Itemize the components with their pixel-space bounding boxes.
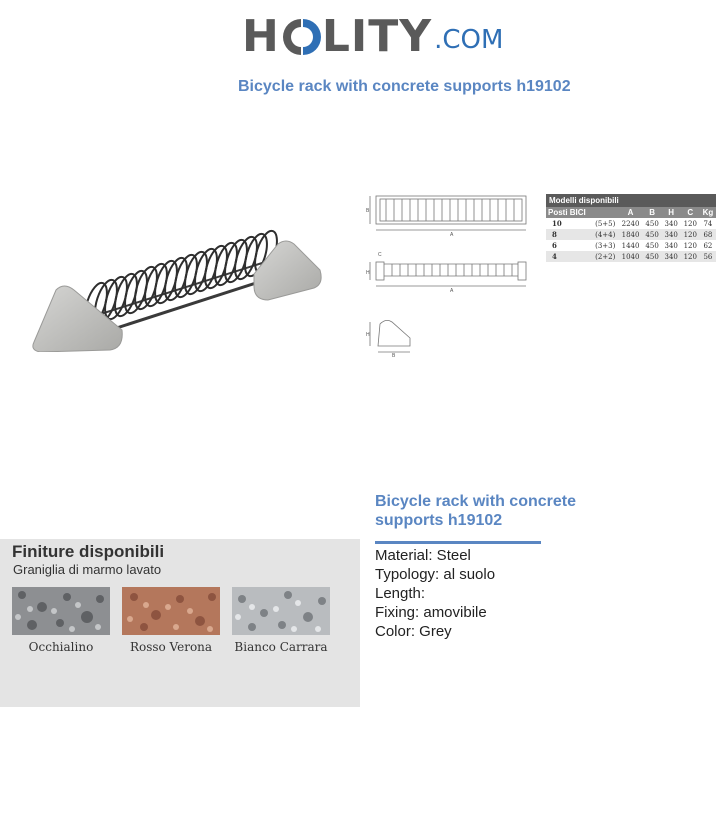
header-b: B [643,207,662,218]
cell-kg: 56 [700,251,716,262]
diagram-label-h-end: H [366,332,370,338]
cell-a: 1840 [619,229,643,240]
logo-text-lity: LITY [321,11,433,62]
cell-h: 340 [662,229,681,240]
cell-c: 120 [681,229,700,240]
cell-h: 340 [662,251,681,262]
swatch-rosso-verona [122,587,220,635]
cell-h: 340 [664,219,678,228]
spec-length: Length: [375,585,426,602]
logo-o-icon [281,17,321,57]
diagram-label-b-end: B [392,353,396,358]
table-row [546,251,716,262]
header-posti: Posti BICI [546,207,592,218]
cell-posti: 10 [552,219,562,228]
finishes-title: Finiture disponibili [12,542,165,561]
cell-kg: 62 [703,241,713,250]
cell-config: (4+4) [592,229,619,240]
cell-a: 1440 [621,241,640,250]
diagram-label-c: C [378,252,382,258]
cell-posti: 4 [546,251,592,262]
diagram-label-b-top: B [366,208,370,214]
header-a: A [619,207,643,218]
cell-posti: 8 [546,229,592,240]
swatch-label-bianco-carrara: Bianco Carrara [234,640,328,654]
title-divider [375,541,541,544]
product-specs [375,546,495,641]
cell-b: 450 [643,251,662,262]
cell-h: 340 [664,241,678,250]
swatch-label-rosso-verona: Rosso Verona [129,640,213,654]
cell-kg: 68 [700,229,716,240]
models-table-header [546,207,716,218]
cell-config: (2+2) [592,251,619,262]
swatch-occhialino [12,587,110,635]
cell-kg: 74 [703,219,713,228]
header-h: H [662,207,681,218]
header-config [592,207,619,218]
cell-posti: 6 [552,241,557,250]
swatch-bianco-carrara [232,587,330,635]
product-image [28,226,328,352]
diagram-label-h-side: H [366,270,370,276]
spec-color: Color: Grey [375,623,452,640]
diagram-label-a-top: A [450,232,454,238]
logo-text-h: H [242,11,280,62]
cell-c: 120 [683,241,697,250]
finishes-panel [0,539,360,707]
spec-fixing: Fixing: amovibile [375,604,487,621]
table-row [546,229,716,240]
cell-a: 1040 [619,251,643,262]
cell-c: 120 [683,219,697,228]
logo-text-com: .COM [434,25,504,55]
swatch-label-occhialino: Occhialino [28,640,94,654]
finishes-subtitle: Graniglia di marmo lavato [13,562,162,577]
models-table [546,194,716,262]
table-row [546,240,716,251]
cell-b: 450 [645,219,659,228]
header-kg: Kg [700,207,716,218]
holity-logo[interactable] [242,12,503,62]
table-row [546,218,716,229]
diagram-label-a-side: A [450,288,454,294]
cell-a: 2240 [621,219,640,228]
technical-diagrams [362,186,542,358]
cell-c: 120 [681,251,700,262]
page-title: Bicycle rack with concrete supports h19102 [238,78,571,95]
spec-typology: Typology: al suolo [375,566,496,583]
models-table-caption: Modelli disponibili [546,194,716,207]
cell-config: (3+3) [595,241,616,250]
header-c: C [681,207,700,218]
cell-config: (5+5) [595,219,616,228]
product-title: Bicycle rack with concrete supports h19102 [375,493,576,529]
spec-material: Material: Steel [375,547,471,564]
cell-b: 450 [645,241,659,250]
cell-b: 450 [643,229,662,240]
